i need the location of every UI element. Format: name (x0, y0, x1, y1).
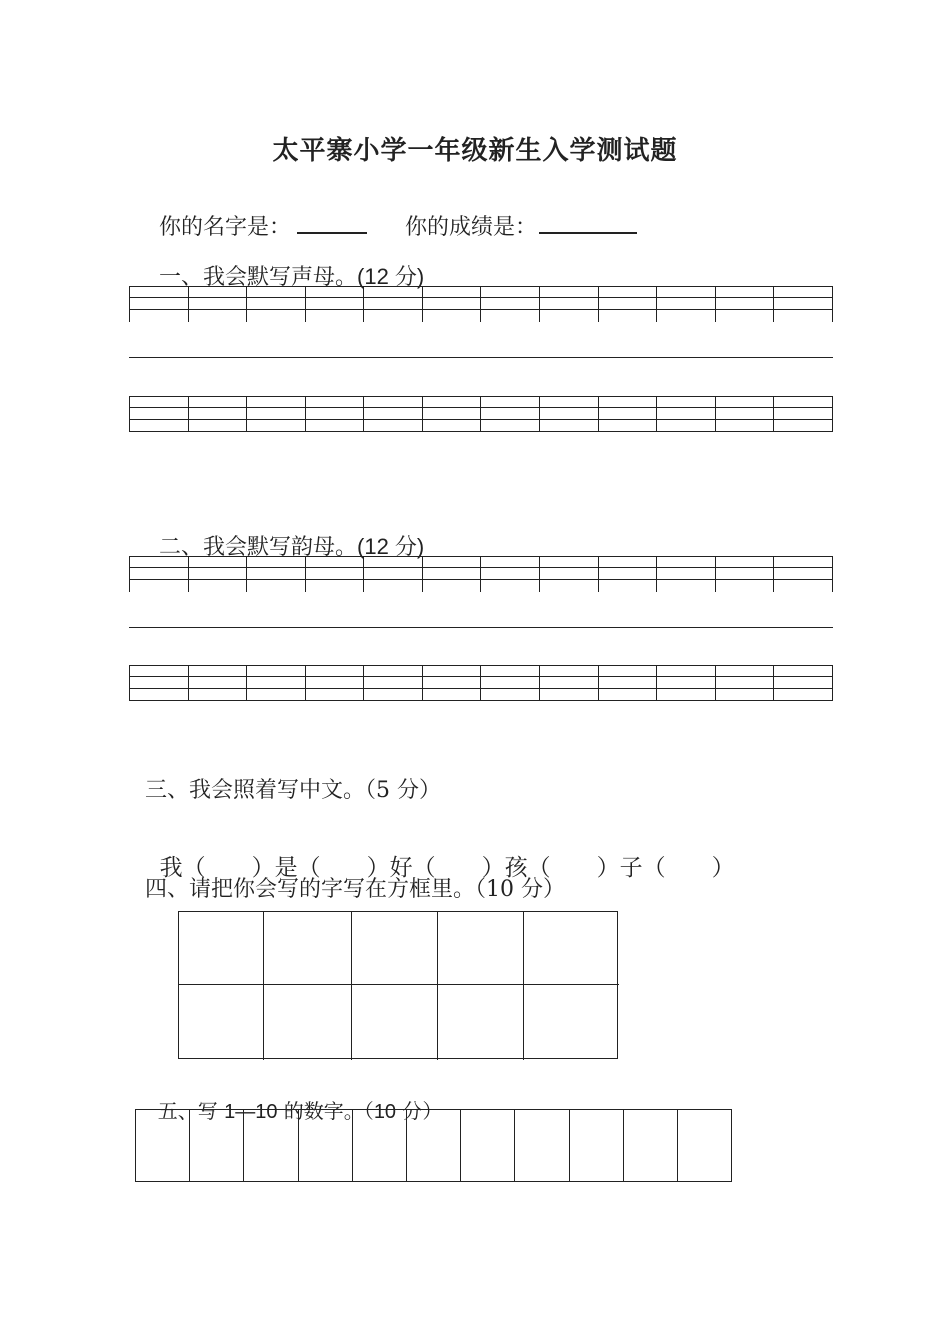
number-box[interactable] (461, 1110, 515, 1181)
section-2-heading (145, 505, 424, 561)
number-box[interactable] (515, 1110, 569, 1181)
char-box[interactable] (524, 985, 619, 1060)
section-5-title-end: 分） (396, 1099, 443, 1123)
number-box[interactable] (407, 1110, 461, 1181)
char-box[interactable] (438, 985, 524, 1060)
char-item: 孩 (504, 855, 528, 881)
section-2-title: 二、我会默写韵母。 (159, 535, 358, 560)
section-5-points: 10 (373, 1101, 397, 1123)
score-label: 你的成绩是： (405, 215, 538, 240)
char-box[interactable] (438, 912, 524, 985)
separator-line (129, 357, 833, 358)
char-box[interactable] (179, 912, 264, 985)
char-box[interactable] (264, 985, 352, 1060)
pinyin-writing-row[interactable] (129, 665, 833, 701)
char-box[interactable] (352, 912, 438, 985)
student-info-row (145, 185, 637, 241)
number-box[interactable] (244, 1110, 298, 1181)
section-1-points: (12 分) (357, 264, 425, 289)
number-box[interactable] (136, 1110, 190, 1181)
section-4-heading: 四、请把你会写的字写在方框里。（10 分） (145, 877, 565, 902)
pinyin-writing-row[interactable] (129, 396, 833, 432)
pinyin-writing-row[interactable] (129, 286, 833, 322)
separator-line (129, 627, 833, 628)
char-box[interactable] (179, 985, 264, 1060)
name-blank[interactable] (297, 212, 367, 234)
char-box[interactable] (264, 912, 352, 985)
score-blank[interactable] (539, 212, 637, 234)
char-box[interactable] (352, 985, 438, 1060)
number-box[interactable] (624, 1110, 678, 1181)
section-1-heading (145, 235, 424, 291)
name-label: 你的名字是： (159, 215, 292, 240)
number-range: 1—10 (224, 1101, 278, 1123)
number-box[interactable] (353, 1110, 407, 1181)
number-box[interactable] (299, 1110, 353, 1181)
number-box[interactable] (190, 1110, 244, 1181)
char-item: 我 (159, 855, 183, 881)
page-title: 太平寨小学一年级新生入学测试题 (272, 136, 678, 166)
character-box-grid[interactable] (178, 911, 618, 1059)
number-box[interactable] (570, 1110, 624, 1181)
char-item: 是 (274, 855, 298, 881)
number-box-row[interactable] (135, 1109, 732, 1182)
number-box[interactable] (678, 1110, 731, 1181)
char-item: 子 (619, 855, 643, 881)
copy-chars-row: 我（ ）是（ ）好（ ）孩（ ）子（ ） (159, 855, 735, 881)
section-5-title-mid: 的数字。（ (277, 1099, 374, 1123)
char-item: 好 (389, 855, 413, 881)
section-5-title-start: 五、写 (157, 1099, 225, 1123)
section-1-title: 一、我会默写声母。 (159, 265, 358, 290)
char-box[interactable] (524, 912, 619, 985)
section-3-heading: 三、我会照着写中文。（5 分） (145, 778, 441, 803)
pinyin-writing-row[interactable] (129, 556, 833, 592)
section-2-points: (12 分) (357, 534, 425, 559)
